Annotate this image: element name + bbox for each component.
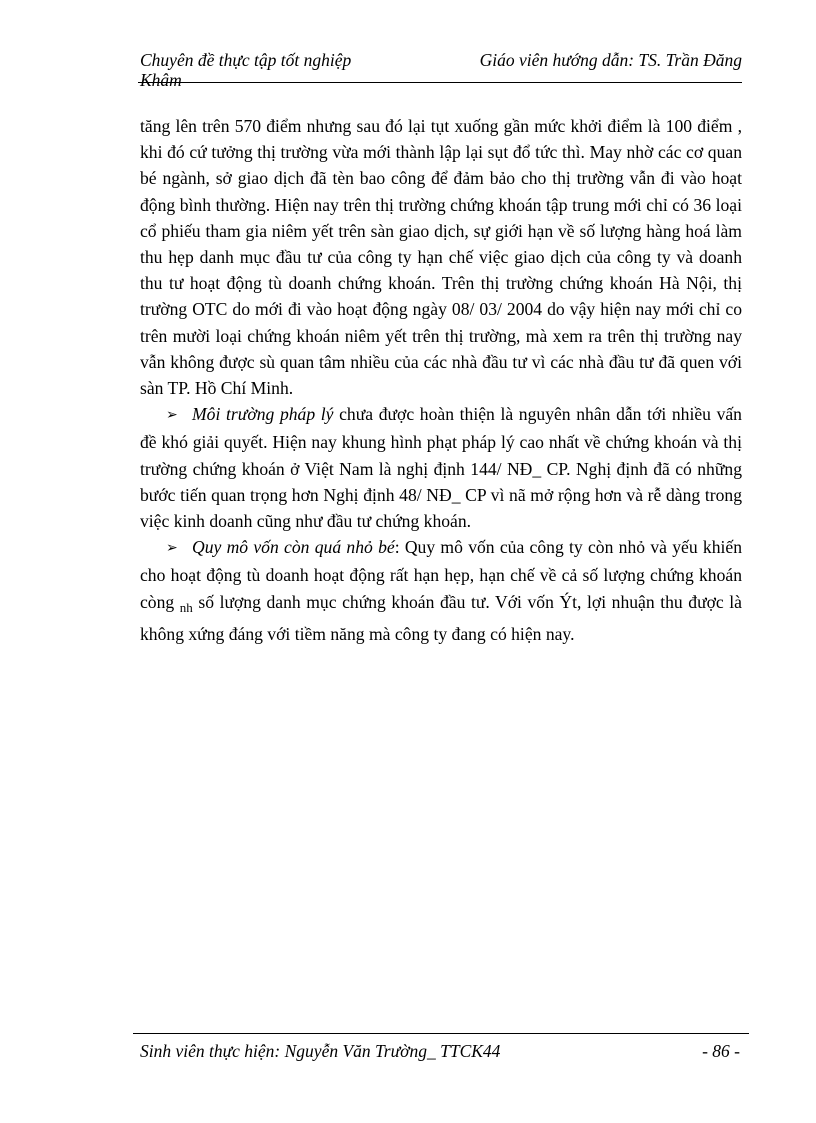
bullet-text: số lượng danh mục chứng khoán đầu tư. Với vốn Ýt, lợi nhuận thu được là không xứng đáng với tiềm năng mà công ty đang có hiện nay. bbox=[140, 591, 742, 644]
arrow-bullet-icon: ➢ bbox=[166, 408, 178, 424]
bullet-text: : Quy mô vốn của công ty còn nhỏ và yếu khiến cho hoạt động tù doanh hoạt động rất hạn hẹp, hạn chế về cả số lượng chứng khoán còng bbox=[140, 537, 742, 612]
footer-student: Sinh viên thực hiện: Nguyễn Văn Trường_ TTCK44 bbox=[140, 1041, 501, 1061]
header-rule bbox=[138, 82, 742, 83]
page-body bbox=[140, 113, 742, 647]
footer-rule bbox=[133, 1033, 749, 1034]
arrow-bullet-icon: ➢ bbox=[166, 541, 178, 557]
header-thesis-title: Chuyên đề thực tập tốt nghiệp bbox=[140, 50, 352, 70]
bullet-text: chưa được hoàn thiện là nguyên nhân dẫn tới nhiều vấn đề khó giải quyết. Hiện nay khung hình phạt pháp lý cao nhất về chứng khoán và thị trường chứng khoán ở Việt Nam là nghị định 144/ NĐ_ CP. Nghị định đã có những bước tiến quan trọng hơn Nghị định 48/ NĐ_ CP vì nã mở rộng hơn và rễ dàng trong việc kinh doanh cũng như đầu tư chứng khoán. bbox=[140, 404, 742, 532]
header-advisor: Giáo viên hướng dẫn: TS. Trần Đăng bbox=[479, 50, 742, 70]
header-advisor-continued: Khâm bbox=[140, 70, 182, 90]
bullet-term: Môi trường pháp lý bbox=[192, 404, 334, 425]
bullet-text-fragment: nh bbox=[179, 599, 193, 615]
bullet-capital-scale bbox=[140, 534, 742, 647]
bullet-term: Quy mô vốn còn quá nhỏ bé bbox=[192, 537, 395, 558]
page-header bbox=[138, 48, 742, 88]
page-footer bbox=[140, 1041, 740, 1063]
body-paragraph: tăng lên trên 570 điểm nhưng sau đó lại tụt xuống gần mức khởi điểm là 100 điểm , khi đó cứ tưởng thị trường vừa mới thành lập lại sụt đổ tức thì. May nhờ các cơ quan bé ngành, sở giao dịch đã tèn bao công để đảm bảo cho thị trường vẫn đi vào hoạt động bình thường. Hiện nay trên thị trường chứng khoán tập trung mới chỉ có 36 loại cổ phiếu tham gia niêm yết trên sàn giao dịch, sự giới hạn về số lượng hàng hoá làm thu hẹp danh mục đầu tư của công ty hạn chế việc giao dịch của công ty và doanh thu tư hoạt động tù doanh chứng khoán. Trên thị trường chứng khoán Hà Nội, thị trường OTC do mới đi vào hoạt động ngày 08/ 03/ 2004 do vậy hiện nay mới chỉ co trên mười loại chứng khoán niêm yết trên thị trường, mà xem ra trên thị trường nay vẫn không được sù quan tâm nhiều của các nhà đầu tư vì các nhà đầu tư đã quen với sàn TP. Hồ Chí Minh. bbox=[140, 116, 742, 399]
page-number: - 86 - bbox=[702, 1041, 740, 1061]
bullet-legal-environment bbox=[140, 401, 742, 534]
